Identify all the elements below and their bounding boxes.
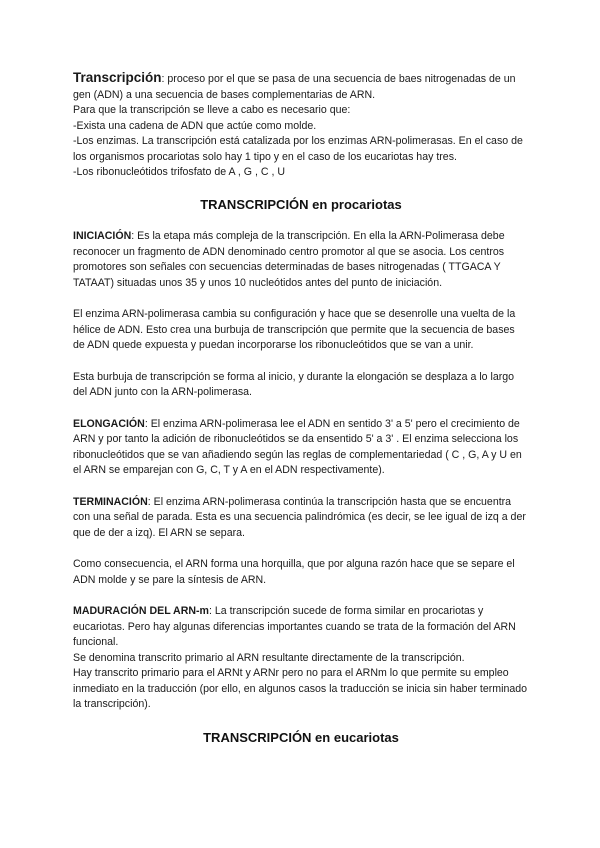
maturation-text: : La transcripción sucede de forma similar en procariotas y eucariotas. Pero hay algunas diferencias importantes cuando se trata de la formación del ARN funcional. — [73, 605, 516, 648]
elongation-text: : El enzima ARN-polimerasa lee el ADN en sentido 3' a 5' pero el crecimiento de ARN y por tanto la adición de ribonucleótidos se da ensentido 5' a 3' . El enzima selecciona los ribonucleótidos que se van añadiendo según las reglas de complementariedad ( C , G, A y U en el ARN se emparejan con G, C, T y A en el ADN respectivamente). — [73, 417, 522, 476]
maturation-paragraph — [73, 604, 529, 651]
intro-paragraph — [73, 70, 529, 103]
requirement-item: -Los enzimas. La transcripción está catalizada por los enzimas ARN-polimerasas. En el caso de los organismos procariotas solo hay 1 tipo y en el caso de los eucariotas hay tres. — [73, 135, 523, 163]
heading-eukaryotes: TRANSCRIPCIÓN en eucariotas — [203, 729, 399, 745]
initiation-paragraph — [73, 229, 529, 291]
requirements-lead: Para que la transcripción se lleve a cabo es necesario que: — [73, 104, 351, 116]
maturation-label: MADURACIÓN DEL ARN-m — [73, 605, 209, 617]
termination-text: : El enzima ARN-polimerasa continúa la transcripción hasta que se encuentra con una señal de parada. Esta es una secuencia palindrómica (es decir, se lee igual de izq a der que de der a izq). El ARN se separa. — [73, 495, 526, 539]
document-page — [73, 70, 529, 745]
elongation-paragraph — [73, 417, 529, 479]
initiation-text: : Es la etapa más compleja de la transcripción. En ella la ARN-Polimerasa debe reconocer un fragmento de ADN denominado centro promotor al que se asocia. Los centros promotores son señales con secuencias determinadas de bases nitrogenadas ( TTGACA Y TATAAT) situadas unos 35 y unos 10 nucleótidos antes del punto de iniciación. — [73, 230, 505, 289]
termination-label: TERMINACIÓN — [73, 495, 148, 508]
initiation-paragraph-2: El enzima ARN-polimerasa cambia su configuración y hace que se desenrolle una vuelta de la hélice de ADN. Esto crea una burbuja de transcripción que permite que la secuencia de bases de ADN quede expuesta y puedan incorporarse los ribonucleótidos que se van a unir. — [73, 308, 516, 351]
termination-paragraph — [73, 495, 529, 542]
elongation-label: ELONGACIÓN — [73, 417, 145, 430]
maturation-line-3: Hay transcrito primario para el ARNt y ARNr pero no para el ARNm lo que permite su empleo inmediato en la traducción (por ello, en algunos casos la traducción se inicia sin haber terminado la transcripción). — [73, 667, 528, 710]
intro-definition: : proceso por el que se pasa de una secuencia de baes nitrogenadas de un gen (ADN) a una secuencia de bases complementarias de ARN. — [73, 73, 516, 101]
maturation-line-2: Se denomina transcrito primario al ARN resultante directamente de la transcripción. — [73, 651, 465, 664]
heading-prokaryotes: TRANSCRIPCIÓN en procariotas — [200, 196, 402, 212]
intro-term: Transcripción — [73, 70, 162, 85]
termination-paragraph-2: Como consecuencia, el ARN forma una horquilla, que por alguna razón hace que se separe el ADN molde y se pare la síntesis de ARN. — [73, 558, 515, 586]
requirement-item: -Los ribonucleótidos trifosfato de A , G , C , U — [73, 166, 285, 178]
initiation-label: INICIACIÓN — [73, 230, 132, 242]
requirement-item: -Exista una cadena de ADN que actúe como molde. — [73, 119, 317, 132]
initiation-paragraph-3: Esta burbuja de transcripción se forma al inicio, y durante la elongación se desplaza a lo largo del ADN junto con la ARN-polimerasa. — [73, 370, 515, 398]
